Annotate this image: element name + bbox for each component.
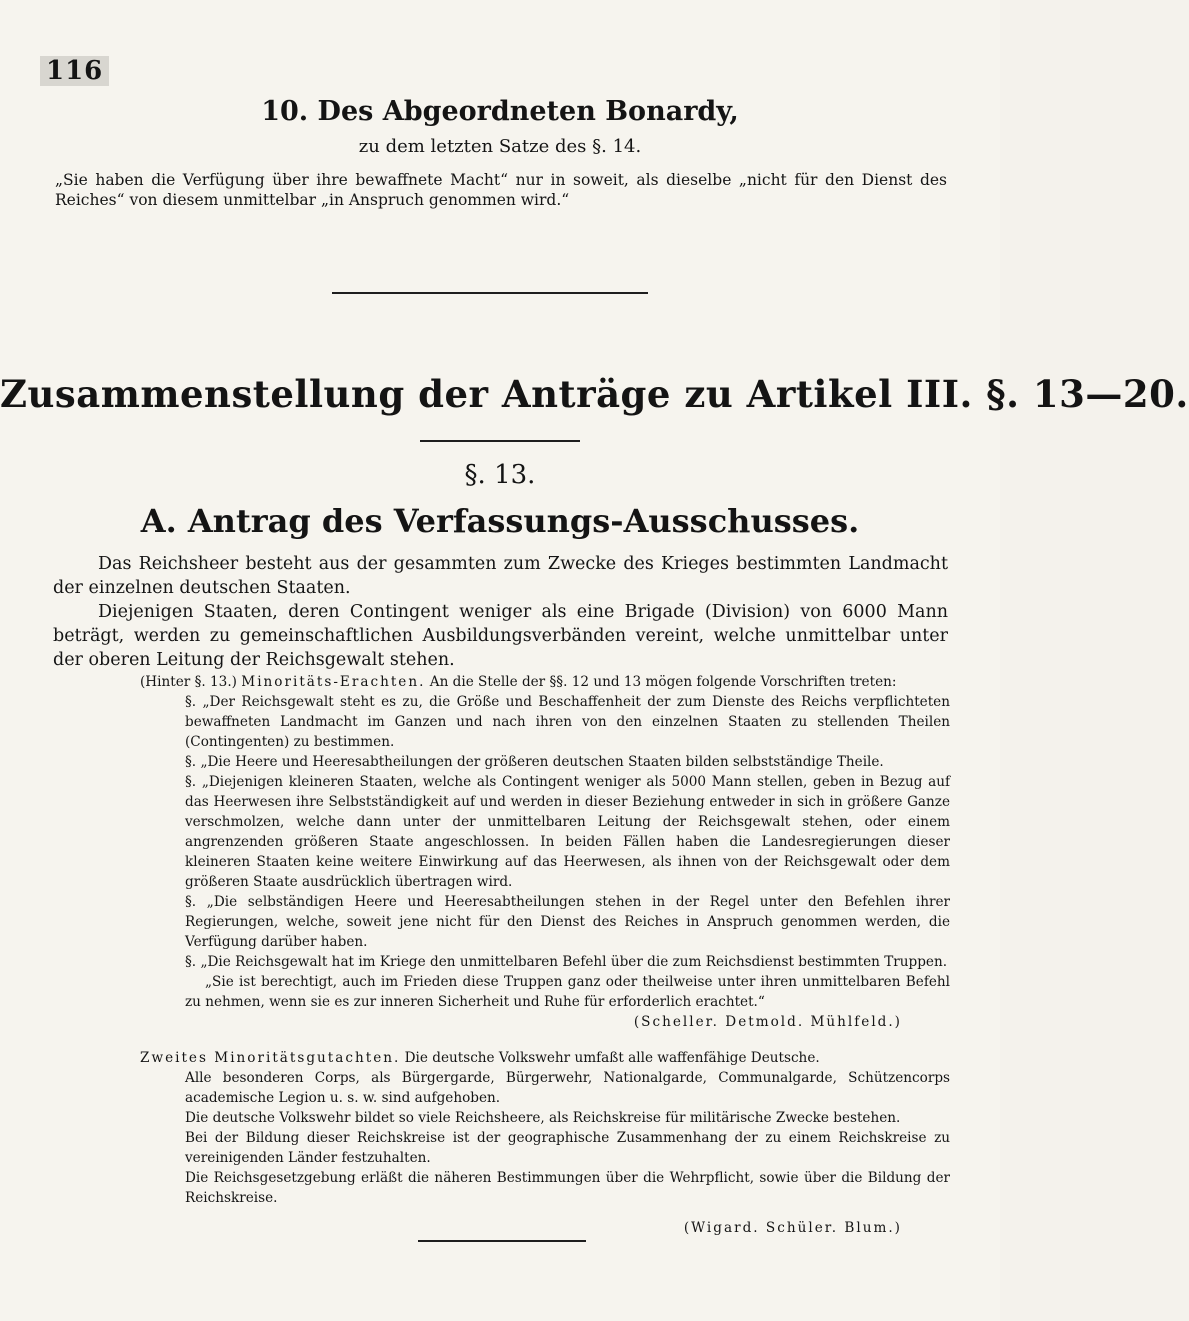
minority-1-item: §. „Diejenigen kleineren Staaten, welche als Contingent weniger als 5000 Mann stellen, geben in Bezug auf das Heerwesen ihre Selbstständigkeit auf und werden in dieser Beziehung entweder in sich in größere Ganze verschmolzen, welche dann unter der unmittelbaren Leitung der Reichsgewalt stehen, oder einem angrenzenden größeren Staate angeschlossen. In beiden Fällen haben die Landesregierungen dieser kleineren Staaten keine weitere Einwirkung auf das Heerwesen, als ihnen von der Reichsgewalt oder dem größeren Staate ausdrücklich übertragen wird.: [185, 774, 950, 890]
minority-1-label: Minoritäts-Erachten.: [241, 674, 426, 690]
section-10-text: „Sie haben die Verfügung über ihre bewaffnete Macht“ nur in soweit, als dieselbe „nicht für den Dienst des Reiches“ von diesem unmittelbar „in Anspruch genommen wird.“: [55, 171, 947, 209]
minority-opinion-2: [140, 1048, 950, 1238]
section-10-title: 10. Des Abgeordneten Bonardy,: [261, 96, 739, 127]
body-text: [53, 552, 948, 672]
minority-2-item: Alle besonderen Corps, als Bürgergarde, Bürgerwehr, Nationalgarde, Communalgarde, Schützencorps academische Legion u. s. w. sind aufgehoben.: [185, 1070, 950, 1106]
minority-2-item: Bei der Bildung dieser Reichskreise ist der geographische Zusammenhang der zu einem Reichskreise zu vereinigenden Länder festzuhalten.: [185, 1130, 950, 1166]
minority-1-intro-text: An die Stelle der §§. 12 und 13 mögen folgende Vorschriften treten:: [429, 674, 897, 690]
minority-1-item: §. „Die selbständigen Heere und Heeresabtheilungen stehen in der Regel unter den Befehlen ihrer Regierungen, welche, soweit jene nicht für den Dienst des Reiches in Anspruch genommen werden, die Verfügung darüber haben.: [185, 894, 950, 950]
subheading: A. Antrag des Verfassungs-Ausschusses.: [140, 502, 860, 540]
minority-2-intro: [140, 1048, 950, 1068]
minority-2-item: Die Reichsgesetzgebung erläßt die näheren Bestimmungen über die Wehrpflicht, sowie über die Bildung der Reichskreise.: [185, 1170, 950, 1206]
minority-1-item: §. „Die Reichsgewalt hat im Kriege den unmittelbaren Befehl über die zum Reichsdienst bestimmten Truppen.: [185, 954, 948, 970]
divider-rule-short: [420, 440, 580, 442]
minority-1-signature: (Scheller. Detmold. Mühlfeld.): [633, 1014, 902, 1030]
body-paragraph-2: Diejenigen Staaten, deren Contingent weniger als eine Brigade (Division) von 6000 Mann beträgt, werden zu gemeinschaftlichen Ausbildungsverbänden vereint, welche unmittelbar unter der oberen Leitung der Reichsgewalt stehen.: [53, 602, 948, 670]
bottom-rule: [418, 1240, 586, 1242]
minority-1-prefix: (Hinter §. 13.): [140, 674, 237, 690]
section-10-subtitle: zu dem letzten Satze des §. 14.: [358, 136, 642, 157]
minority-opinion-1: [140, 672, 950, 1032]
minority-2-item: Die deutsche Volkswehr bildet so viele Reichsheere, als Reichskreise für militärische Zwecke bestehen.: [185, 1110, 901, 1126]
main-title: Zusammenstellung der Anträge zu Artikel III. §. 13—20.: [0, 372, 1189, 416]
minority-1-item: §. „Der Reichsgewalt steht es zu, die Größe und Beschaffenheit der zum Dienste des Reichs verpflichteten bewaffneten Landmacht im Ganzen und nach ihren von den einzelnen Staaten zu stellenden Theilen (Contingenten) zu bestimmen.: [185, 694, 950, 750]
page-number: 116: [40, 56, 109, 86]
paragraph-number: §. 13.: [464, 460, 536, 490]
minority-1-item: §. „Die Heere und Heeresabtheilungen der größeren deutschen Staaten bilden selbstständige Theile.: [185, 754, 884, 770]
body-paragraph-1: Das Reichsheer besteht aus der gesammten zum Zwecke des Krieges bestimmten Landmacht der einzelnen deutschen Staaten.: [53, 554, 948, 598]
minority-2-signature: (Wigard. Schüler. Blum.): [683, 1220, 902, 1236]
minority-2-first: Die deutsche Volkswehr umfaßt alle waffenfähige Deutsche.: [404, 1050, 820, 1066]
minority-1-item: „Sie ist berechtigt, auch im Frieden diese Truppen ganz oder theilweise unter ihren unmittelbaren Befehl zu nehmen, wenn sie es zur inneren Sicherheit und Ruhe für erforderlich erachtet.“: [185, 974, 950, 1010]
minority-1-intro: [140, 672, 950, 692]
divider-rule: [332, 292, 648, 294]
minority-2-label: Zweites Minoritätsgutachten.: [140, 1050, 401, 1066]
